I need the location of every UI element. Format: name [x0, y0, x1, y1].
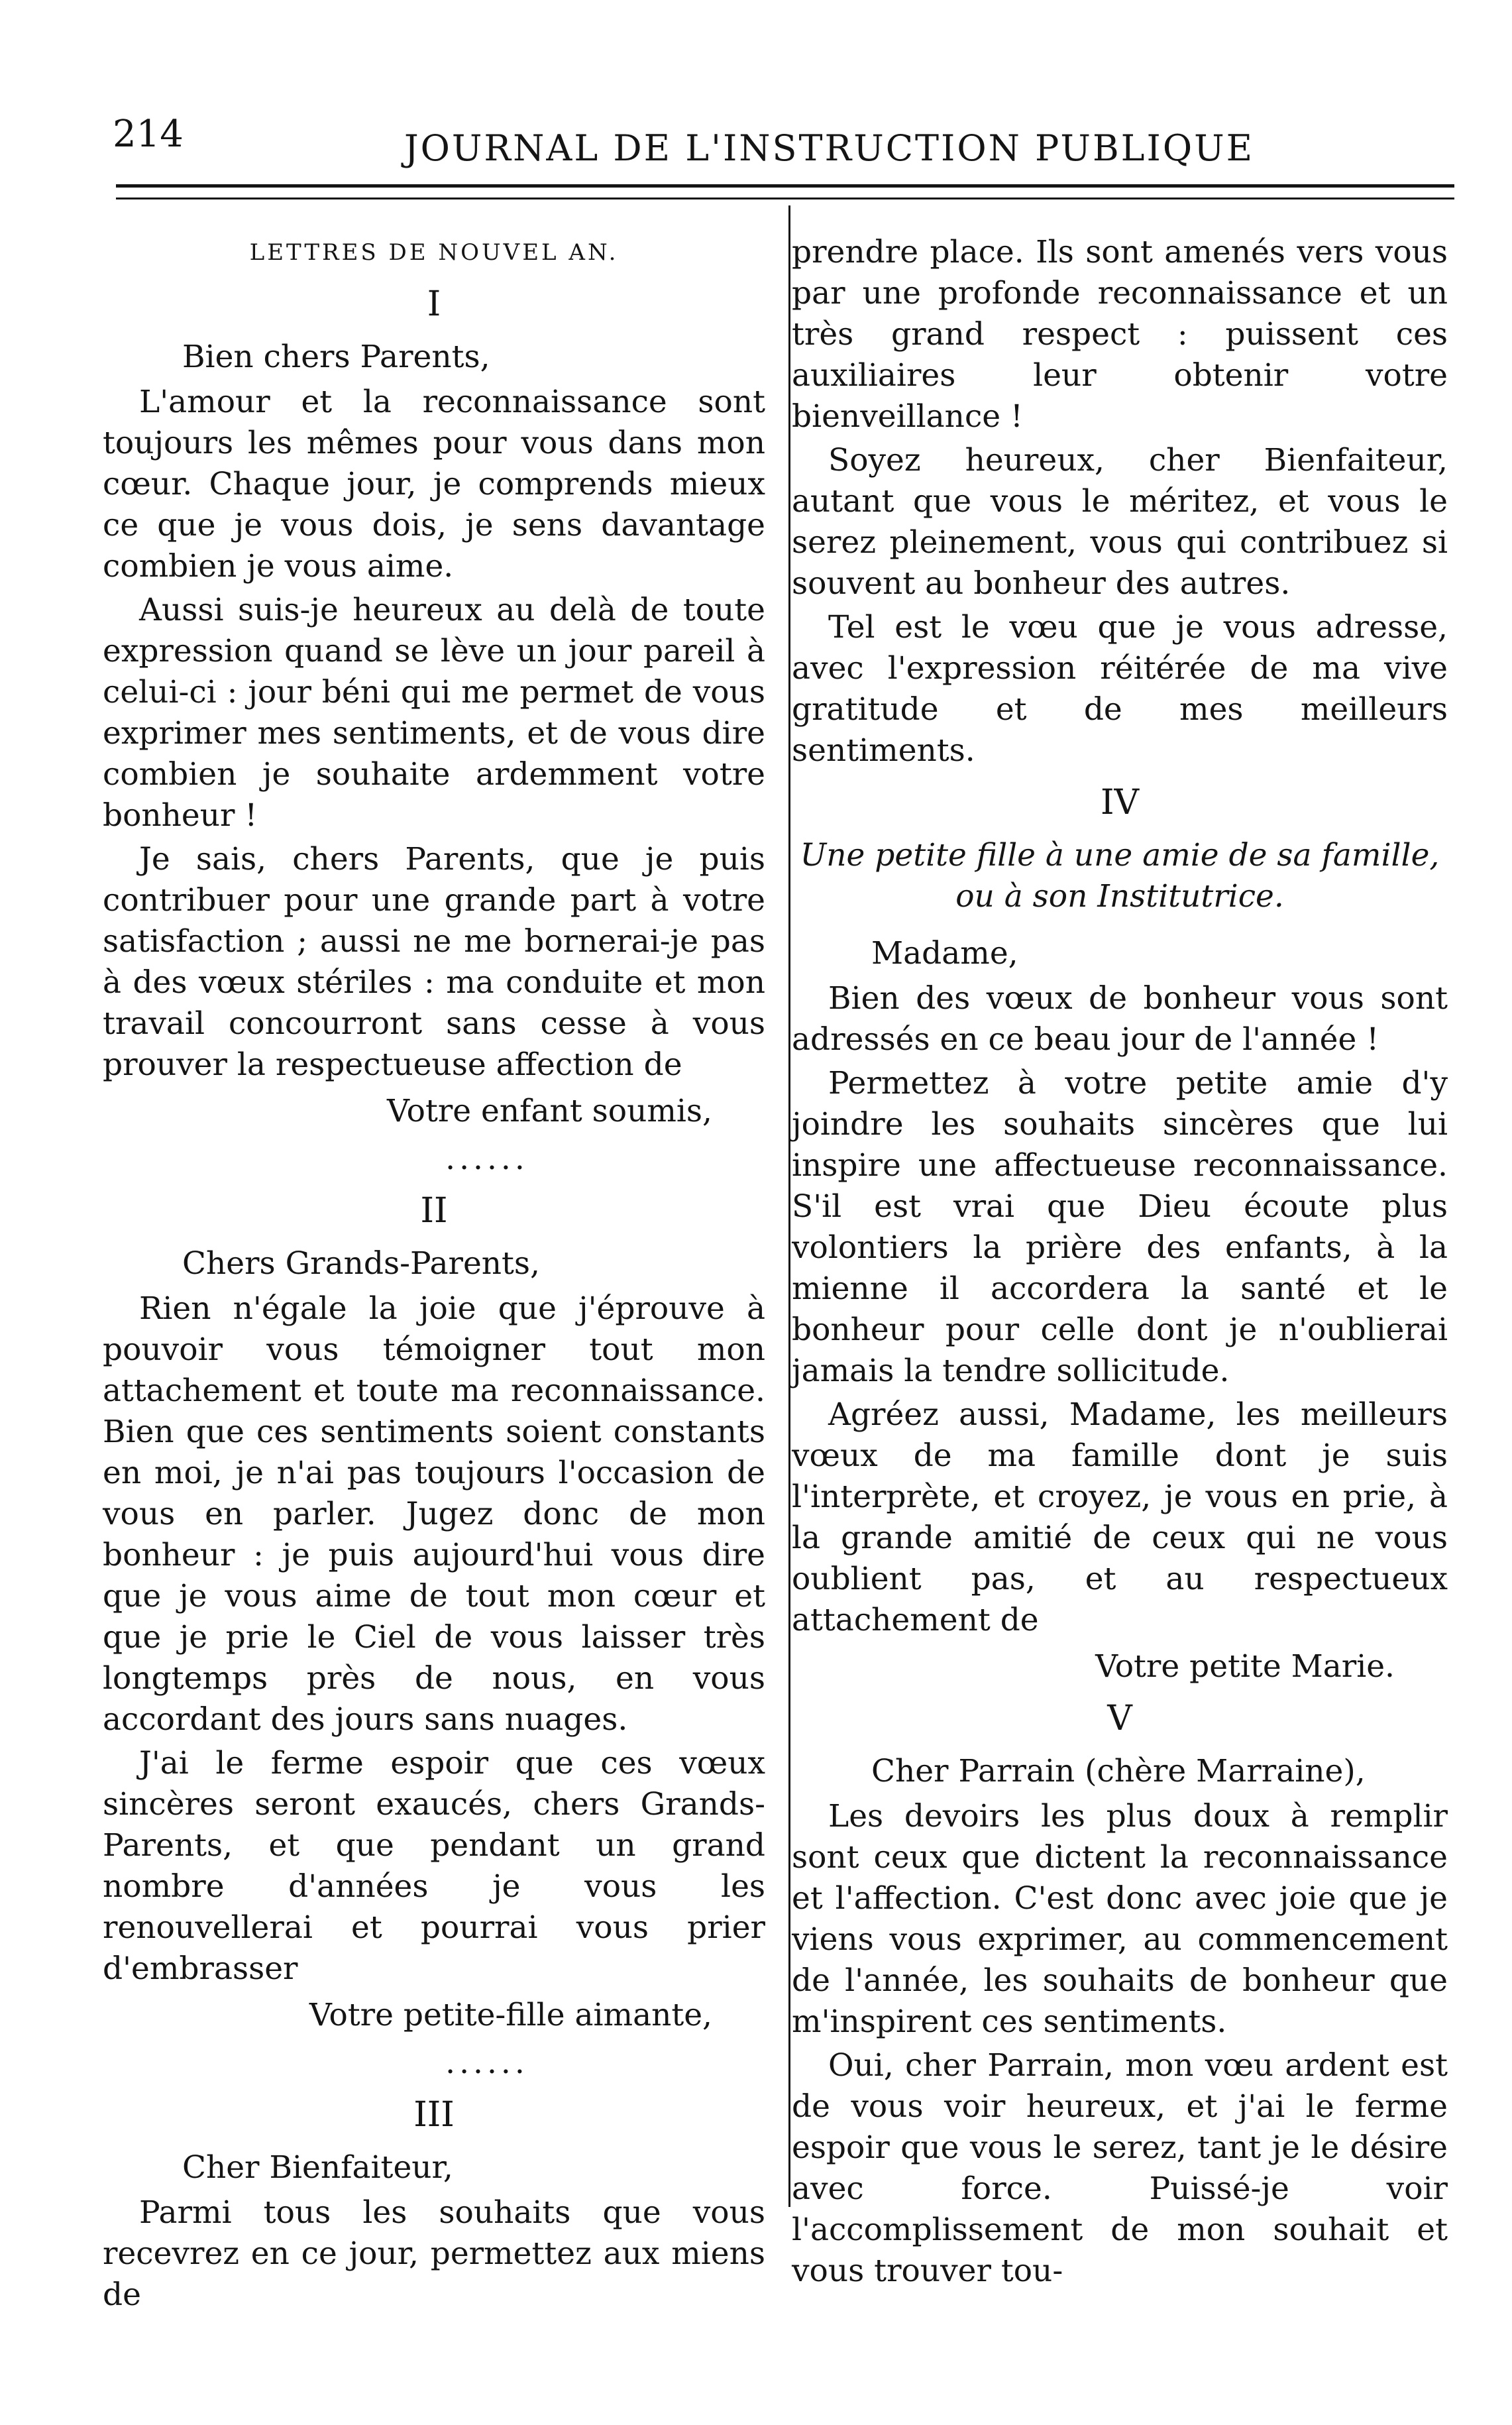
- letter-1-paragraph: Aussi suis-je heureux au delà de toute expression quand se lève un jour pareil à celui-ci : jour béni qui me permet de vous exprimer mes sentiments, et de vous dire combien je souhaite ardemment votre bonheur !: [103, 592, 765, 834]
- column-divider: [788, 205, 790, 2207]
- letter-5-numeral: V: [1107, 1699, 1132, 1738]
- header-rule-thick: [116, 184, 1454, 188]
- letter-2-salutation: Chers Grands-Parents,: [182, 1245, 540, 1282]
- letter-3-continued-paragraph: Tel est le vœu que je vous adresse, avec l'expression réitérée de ma vive gratitude et de mes meilleurs sentiments.: [792, 609, 1448, 769]
- letter-4-paragraph: Permettez à votre petite amie d'y joindre les souhaits sincères que lui inspire une affectueuse reconnaissance. S'il est vrai que Dieu écoute plus volontiers la prière des enfants, à la mienne il accordera la santé et le bonheur pour celle dont je n'oublierai jamais la tendre sollicitude.: [792, 1065, 1448, 1389]
- letter-1-dots: ......: [445, 1141, 529, 1177]
- letter-4-subtitle: Une petite fille à une amie de sa famille, ou à son Institutrice.: [800, 837, 1440, 915]
- letter-5-paragraph: Oui, cher Parrain, mon vœu ardent est de vous voir heureux, et j'ai le ferme espoir que vous le serez, tant je le désire avec force. Puissé-je voir l'accomplissement de mon souhait et vous trouver tou-: [792, 2047, 1448, 2289]
- letter-3-continued-paragraph: Soyez heureux, cher Bienfaiteur, autant que vous le méritez, et vous le serez pleinement, vous qui contribuez si souvent au bonheur des autres.: [792, 442, 1448, 602]
- letter-4-paragraph: Agréez aussi, Madame, les meilleurs vœux de ma famille dont je suis l'interprète, et croyez, je vous en prie, à la grande amitié de ceux qui ne vous oublient pas, et au respectueux attachement de: [792, 1396, 1448, 1638]
- section-title: LETTRES DE NOUVEL AN.: [249, 239, 619, 266]
- letter-1-signature: Votre enfant soumis,: [387, 1093, 712, 1129]
- letter-5-salutation: Cher Parrain (chère Marraine),: [871, 1753, 1366, 1789]
- header-rule-thin: [116, 197, 1454, 199]
- letter-1-paragraph: Je sais, chers Parents, que je puis contribuer pour une grande part à votre satisfaction ; aussi ne me bornerai-je pas à des vœux stériles : ma conduite et mon travail concourront sans cesse à vous prouver la respectueuse affection de: [103, 841, 765, 1083]
- letter-5-paragraph: Les devoirs les plus doux à remplir sont ceux que dictent la reconnaissance et l'affection. C'est donc avec joie que je viens vous exprimer, au commencement de l'année, les souhaits de bonheur que m'inspirent ces sentiments.: [792, 1798, 1448, 2040]
- letter-4-signature: Votre petite Marie.: [1095, 1648, 1395, 1685]
- letter-2-dots: ......: [445, 2045, 529, 2081]
- letter-2-numeral: II: [420, 1191, 448, 1231]
- running-title: JOURNAL DE L'INSTRUCTION PUBLIQUE: [404, 127, 1255, 169]
- letter-1-numeral: I: [427, 284, 441, 324]
- page-number: 214: [113, 113, 184, 156]
- letter-3-salutation: Cher Bienfaiteur,: [182, 2149, 453, 2186]
- right-column: [792, 232, 1448, 2294]
- letter-2-signature: Votre petite-fille aimante,: [309, 1997, 712, 2033]
- letter-4-paragraph: Bien des vœux de bonheur vous sont adressés en ce beau jour de l'année !: [792, 980, 1448, 1058]
- letter-3-paragraph: Parmi tous les souhaits que vous recevrez en ce jour, permettez aux miens de: [103, 2194, 765, 2313]
- page-header: [106, 113, 1458, 186]
- letter-2-paragraph: J'ai le ferme espoir que ces vœux sincères seront exaucés, chers Grands-Parents, et que pendant un grand nombre d'années je vous les renouvellerai et pourrai vous prier d'embrasser: [103, 1745, 765, 1987]
- letter-4-salutation: Madame,: [871, 935, 1018, 972]
- letter-2-paragraph: Rien n'égale la joie que j'éprouve à pouvoir vous témoigner tout mon attachement et toute ma reconnaissance. Bien que ces sentiments soient constants en moi, je n'ai pas toujours l'occasion de vous en parler. Jugez donc de mon bonheur : je puis aujourd'hui vous dire que je vous aime de tout mon cœur et que je prie le Ciel de vous laisser très longtemps près de nous, en vous accordant des jours sans nuages.: [103, 1290, 765, 1738]
- letter-3-numeral: III: [413, 2095, 455, 2135]
- letter-4-numeral: IV: [1100, 783, 1140, 822]
- left-column: [103, 232, 765, 2318]
- letter-3-continued-paragraph: prendre place. Ils sont amenés vers vous par une profonde reconnaissance et un très grand respect : puissent ces auxiliaires leur obtenir votre bienveillance !: [792, 234, 1448, 435]
- letter-1-paragraph: L'amour et la reconnaissance sont toujours les mêmes pour vous dans mon cœur. Chaque jour, je comprends mieux ce que je vous dois, je sens davantage combien je vous aime.: [103, 384, 765, 585]
- letter-1-salutation: Bien chers Parents,: [182, 339, 490, 375]
